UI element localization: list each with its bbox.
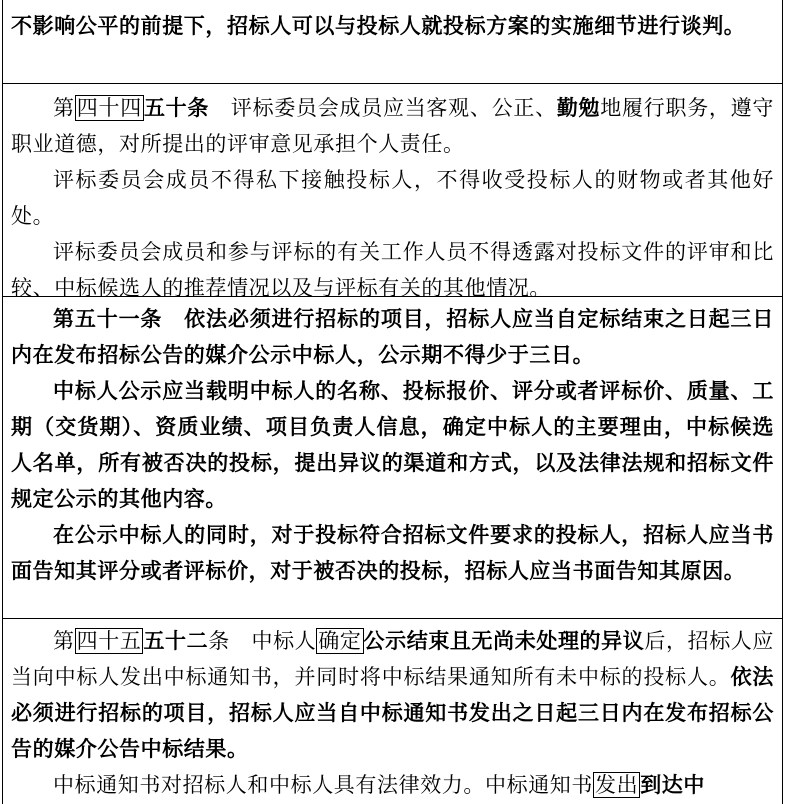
article-paragraph — [11, 623, 774, 767]
paragraph — [11, 767, 774, 803]
table-row — [3, 297, 782, 619]
document-table — [2, 0, 783, 804]
paragraph: 在公示中标人的同时，对于投标符合招标文件要求的投标人，招标人应当书面告知其评分或者评标价，对于被否决的投标，招标人应当书面告知其原因。 — [11, 523, 774, 583]
deleted-text: 四十五 — [76, 629, 142, 653]
added-text: 依法必须进行招标的项目，招标人应当自中标通知书发出之日起三日内在发布招标公告的媒介公告中标结果。 — [11, 665, 774, 761]
table-row — [3, 619, 782, 803]
paragraph: 评标委员会成员和参与评标的有关工作人员不得透露对投标文件的评审和比较、中标候选人的推荐情况以及与评标有关的其他情况。 — [11, 240, 774, 300]
article-paragraph — [11, 90, 774, 162]
paragraph: 中标人公示应当载明中标人的名称、投标报价、评分或者评标价、质量、工期（交货期）、资质业绩、项目负责人信息，确定中标人的主要理由，中标候选人名单，所有被否决的投标，提出异议的渠道和方式，以及法律法规和招标文件规定公示的其他内容。 — [11, 379, 774, 511]
article-text: 条 中标人 — [208, 629, 317, 653]
added-text: 五十条 — [143, 96, 210, 120]
article-prefix: 第 — [53, 96, 75, 120]
table-row — [3, 84, 782, 300]
article-prefix: 第 — [53, 629, 75, 653]
paragraph: 评标委员会成员不得私下接触投标人，不得收受投标人的财物或者其他好处。 — [11, 168, 774, 228]
added-text: 到达中 — [640, 773, 706, 797]
added-text: 公示结束且无尚未处理的异议 — [363, 629, 645, 653]
deleted-text: 确定 — [318, 629, 362, 653]
article-text: 后，招标人应当向中标人发出中标通知书，并同时将中标结果通知所有未中标的投标人。 — [11, 629, 774, 689]
article-text: 地履行职务，遵守职业道德，对所提出的评审意见承担个人责任。 — [11, 96, 774, 156]
deleted-text: 四十四 — [76, 96, 142, 120]
article-text: 中标通知书对招标人和中标人具有法律效力。中标通知书 — [53, 773, 593, 797]
article-paragraph: 第五十一条 依法必须进行招标的项目，招标人应当自定标结束之日起三日内在发布招标公告的媒介公示中标人，公示期不得少于三日。 — [11, 307, 774, 367]
added-text: 勤勉 — [556, 96, 601, 120]
added-text: 五十二 — [143, 629, 209, 653]
article-text: 评标委员会成员应当客观、公正、 — [209, 96, 557, 120]
table-row — [3, 0, 782, 84]
paragraph: 不影响公平的前提下，招标人可以与投标人就投标方案的实施细节进行谈判。 — [11, 14, 746, 38]
deleted-text: 发出 — [595, 773, 639, 797]
